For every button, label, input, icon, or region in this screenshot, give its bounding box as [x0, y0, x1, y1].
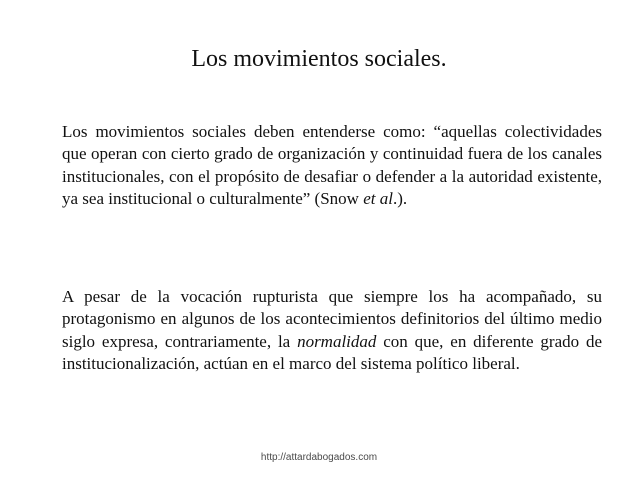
paragraph-definition-end: .).: [392, 189, 408, 209]
normalidad-italic: normalidad: [297, 331, 377, 351]
paragraph-normality-text: A pesar de la vocación rupturista que siempre los ha acompañado, su protagonismo en algunos de los acontecimientos definitorios del último medio siglo expresa, contrariamente, la: [62, 287, 602, 351]
paragraph-normality: [62, 286, 602, 376]
paragraph-normality-end: con que, en diferente grado de institucionalización, actúan en el marco del sistema político liberal.: [62, 331, 603, 374]
paragraph-definition: [62, 121, 602, 211]
footer-url[interactable]: http://attardabogados.com: [260, 452, 378, 463]
citation-italic: et al: [363, 189, 393, 209]
paragraph-definition-text: Los movimientos sociales deben entenderse como: “aquellas colectividades que operan con cierto grado de organización y continuidad fuera de los canales institucionales, con el propósito de desafiar o defender a la autoridad existente, ya sea institucional o culturalmente” (Snow: [62, 122, 602, 209]
slide-title: Los movimientos sociales.: [191, 46, 447, 72]
